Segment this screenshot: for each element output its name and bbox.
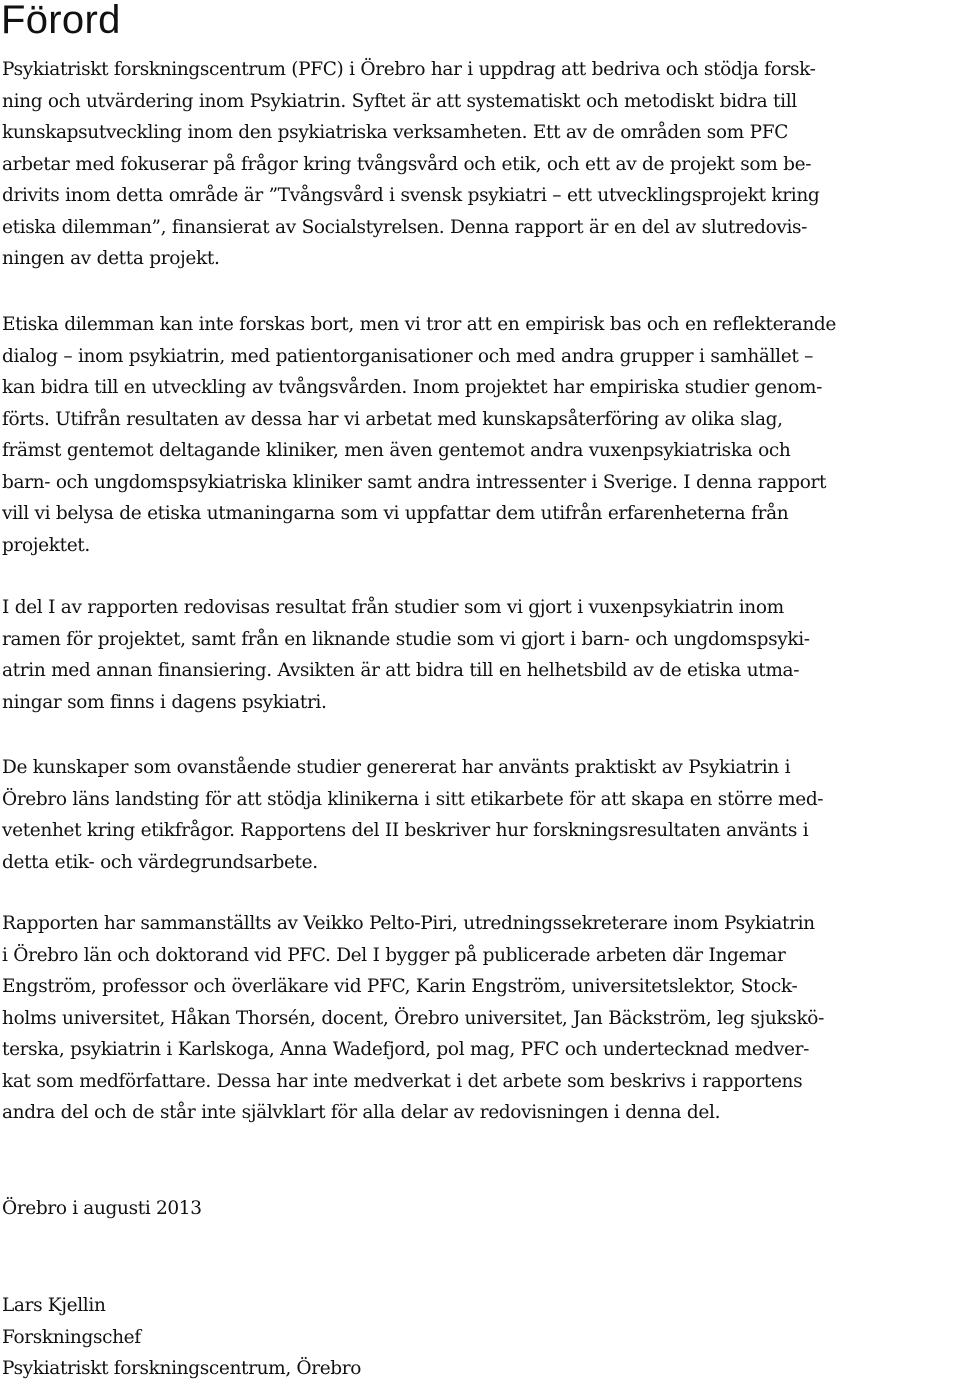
text-line: I del I av rapporten redovisas resultat från studier som vi gjort i vuxenpsykiatrin inom bbox=[2, 597, 784, 618]
paragraph-1 bbox=[2, 54, 957, 275]
text-line: ramen för projektet, samt från en liknande studie som vi gjort i barn- och ungdomspsyki- bbox=[2, 628, 810, 650]
signatory-role: Forskningschef bbox=[2, 1326, 141, 1348]
text-line: terska, psykiatrin i Karlskoga, Anna Wadefjord, pol mag, PFC och undertecknad medver- bbox=[2, 1039, 809, 1060]
text-line: De kunskaper som ovanstående studier genererat har använts praktiskt av Psykiatrin i bbox=[2, 757, 791, 778]
paragraph-2 bbox=[2, 309, 957, 561]
text-line: projektet. bbox=[2, 534, 90, 556]
text-line: arbetar med fokuserar på frågor kring tvångsvård och etik, och ett av de projekt som be- bbox=[2, 153, 812, 175]
text-line: kunskapsutveckling inom den psykiatriska verksamheten. Ett av de områden som PFC bbox=[2, 122, 788, 143]
text-line: Engström, professor och överläkare vid PFC, Karin Engström, universitetslektor, Stock- bbox=[2, 976, 798, 997]
text-line: kan bidra till en utveckling av tvångsvården. Inom projektet har empiriska studier genom- bbox=[2, 377, 822, 398]
text-line: vill vi belysa de etiska utmaningarna som vi uppfattar dem utifrån erfarenheterna från bbox=[2, 503, 789, 524]
text-line: detta etik- och värdegrundsarbete. bbox=[2, 851, 318, 873]
text-line: ningen av detta projekt. bbox=[2, 248, 220, 269]
text-line: drivits inom detta område är ”Tvångsvård i svensk psykiatri – ett utvecklingsprojekt kring bbox=[2, 185, 820, 206]
place-date-line: Örebro i augusti 2013 bbox=[2, 1198, 202, 1219]
signature-block bbox=[2, 1290, 361, 1385]
signatory-name: Lars Kjellin bbox=[2, 1295, 106, 1316]
text-line: Etiska dilemman kan inte forskas bort, men vi tror att en empirisk bas och en reflekterande bbox=[2, 314, 836, 335]
text-line: barn- och ungdomspsykiatriska kliniker samt andra intressenter i Sverige. I denna rapport bbox=[2, 471, 827, 493]
paragraph-3 bbox=[2, 592, 957, 718]
text-line: ning och utvärdering inom Psykiatrin. Syftet är att systematiskt och metodiskt bidra till bbox=[2, 90, 797, 112]
text-line: atrin med annan finansiering. Avsikten är att bidra till en helhetsbild av de etiska utma- bbox=[2, 660, 800, 681]
text-line: holms universitet, Håkan Thorsén, docent, Örebro universitet, Jan Bäckström, leg sjukskö- bbox=[2, 1007, 824, 1029]
text-line: vetenhet kring etikfrågor. Rapportens del II beskriver hur forskningsresultaten använts i bbox=[2, 820, 809, 841]
paragraph-5 bbox=[2, 908, 957, 1129]
text-line: ningar som finns i dagens psykiatri. bbox=[2, 691, 327, 713]
page-title: Förord bbox=[1, 0, 121, 42]
text-line: i Örebro län och doktorand vid PFC. Del I bygger på publicerade arbeten där Ingemar bbox=[2, 944, 786, 966]
text-line: förts. Utifrån resultaten av dessa har vi arbetat med kunskapsåterföring av olika slag, bbox=[2, 408, 783, 430]
text-line: etiska dilemman”, finansierat av Socialstyrelsen. Denna rapport är en del av slutredovis- bbox=[2, 216, 808, 238]
text-line: Örebro läns landsting för att stödja klinikerna i sitt etikarbete för att skapa en större med- bbox=[2, 788, 824, 810]
text-line: andra del och de står inte självklart för alla delar av redovisningen i denna del. bbox=[2, 1102, 721, 1123]
text-line: främst gentemot deltagande kliniker, men även gentemot andra vuxenpsykiatriska och bbox=[2, 440, 791, 461]
text-line: Psykiatriskt forskningscentrum (PFC) i Örebro har i uppdrag att bedriva och stödja forsk- bbox=[2, 59, 816, 80]
paragraph-4 bbox=[2, 752, 957, 878]
text-line: Rapporten har sammanställts av Veikko Pelto-Piri, utredningssekreterare inom Psykiatrin bbox=[2, 913, 815, 934]
text-line: dialog – inom psykiatrin, med patientorganisationer och med andra grupper i samhället – bbox=[2, 345, 814, 367]
text-line: kat som medförfattare. Dessa har inte medverkat i det arbete som beskrivs i rapportens bbox=[2, 1070, 803, 1092]
signatory-organization: Psykiatriskt forskningscentrum, Örebro bbox=[2, 1358, 362, 1379]
